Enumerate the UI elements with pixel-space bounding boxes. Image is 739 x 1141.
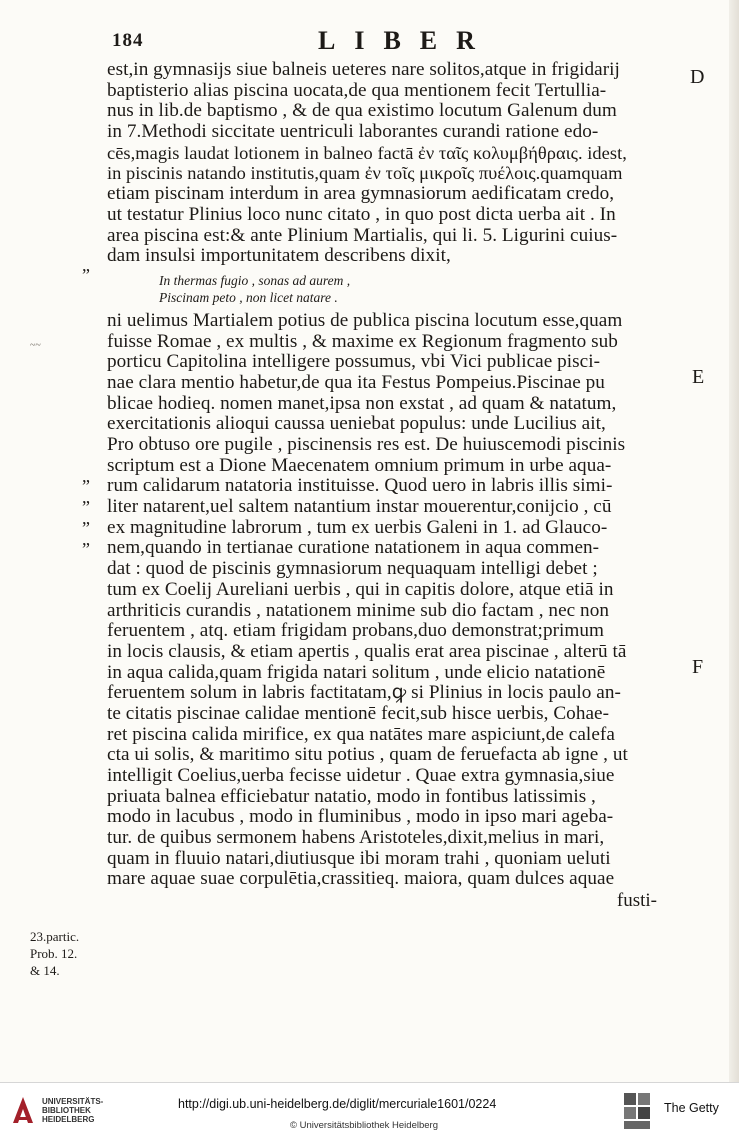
copyright-notice: © Universitätsbibliothek Heidelberg bbox=[290, 1120, 438, 1131]
text-line: dam insulsi importunitatem describens dixit, bbox=[107, 246, 451, 267]
text-line: feruentem solum in labris factitatam,ꝙ si Plinius in locis paulo an- bbox=[107, 683, 621, 704]
page-edge-shadow bbox=[729, 0, 739, 1082]
text-line: ni uelimus Martialem potius de publica piscina locutum esse,quam bbox=[107, 310, 623, 331]
text-line: tum ex Coelij Aureliani uerbis , qui in capitis dolore, atque etiā in bbox=[107, 579, 614, 600]
text-line: ex magnitudine labrorum , tum ex uerbis Galeni in 1. ad Glauco- bbox=[107, 517, 608, 538]
verse-line: Piscinam peto , non licet natare . bbox=[159, 289, 338, 305]
quote-mark: ” bbox=[82, 518, 90, 538]
text-line: in locis clausis, & etiam apertis , qualis erat area piscinae , alterū tā bbox=[107, 641, 627, 662]
institution-line: UNIVERSITÄTS- bbox=[42, 1097, 104, 1106]
text-line: priuata balnea efficiebatur natatio, modo in fontibus latissimis , bbox=[107, 786, 596, 807]
text-line: etiam piscinam interdum in area gymnasiorum aedificatam credo, bbox=[107, 184, 615, 205]
verse-line: In thermas fugio , sonas ad aurem , bbox=[159, 272, 351, 288]
text-line: in 7.Methodi siccitate uentriculi laborantes curandi ratione edo- bbox=[107, 122, 599, 143]
quote-mark: ” bbox=[82, 539, 90, 559]
main-text bbox=[107, 60, 687, 912]
catchword: fusti- bbox=[616, 890, 657, 912]
text-line: exercitationis alioqui caussa ueniebat populus: unde Lucilius ait, bbox=[107, 414, 606, 435]
quote-mark: ” bbox=[82, 497, 90, 517]
text-line: fuisse Romae , ex multis , & maxime ex Regionum fragmento sub bbox=[107, 331, 618, 352]
university-library-logo-icon[interactable] bbox=[10, 1093, 36, 1127]
text-line: modo in lacubus , modo in fluminibus , modo in ipso mari ageba- bbox=[107, 807, 614, 828]
viewer-footer bbox=[0, 1082, 739, 1141]
text-line: rum calidarum natatoria instituisse. Quod uero in labris illis simi- bbox=[107, 476, 613, 497]
text-line: liter natarent,uel saltem natantium instar mouerentur,conijcio , cū bbox=[107, 497, 612, 518]
text-line: ut testatur Plinius loco nunc citato , in quo post dicta uerba ait . In bbox=[107, 204, 616, 225]
text-line: nus in lib.de baptismo , & de qua existimo locutum Galenum dum bbox=[107, 101, 617, 122]
marginal-note bbox=[30, 928, 79, 979]
text-line: nae clara mentio habetur,de qua ita Festus Pompeius.Piscinae pu bbox=[107, 372, 605, 393]
text-line: ret piscina calida mirifice, ex qua natātes mare aspiciunt,de calefa bbox=[107, 724, 615, 745]
text-line: dat : quod de piscinis gymnasiorum nequaquam intelligi debet ; bbox=[107, 559, 598, 580]
running-title: LIBER bbox=[318, 26, 494, 55]
text-line: nem,quando in tertianae curatione natationem in aqua commen- bbox=[107, 538, 600, 559]
margin-mark: ~~ bbox=[30, 340, 41, 351]
text-line: intelligit Coelius,uerba fecisse uidetur . Quae extra gymnasia,siue bbox=[107, 766, 615, 786]
text-line: area piscina est:& ante Plinium Martialis, qui li. 5. Ligurini cuius- bbox=[107, 225, 618, 246]
text-line: tur. de quibus sermonem habens Aristoteles,dixit,melius in mari, bbox=[107, 828, 605, 849]
text-line: est,in gymnasijs siue balneis ueteres nare solitos,atque in frigidarij bbox=[107, 60, 620, 80]
margin-letter-e: E bbox=[692, 366, 705, 388]
text-line: in aqua calida,quam frigida natari solitum , unde elicio natationē bbox=[107, 662, 606, 683]
quote-mark: ” bbox=[82, 476, 90, 496]
margin-letter-d: D bbox=[690, 66, 705, 88]
text-line: scriptum est a Dione Maecenatem omnium primum in urbe aqua- bbox=[107, 455, 612, 476]
catchword-row bbox=[107, 890, 687, 912]
marginal-note-line: Prob. 12. bbox=[30, 946, 78, 961]
university-library-name[interactable] bbox=[42, 1097, 103, 1124]
text-line: mare aquae suae corpulētia,crassitieq. maiora, quam dulces aquae bbox=[107, 869, 615, 890]
text-line: blicae hodieq. nomen manet,ipsa non exstat , ad quam & natatum, bbox=[107, 393, 617, 414]
marginal-note-line: 23.partic. bbox=[30, 929, 80, 944]
text-line: quam in fluuio natari,diutiusque ibi moram trahi , quoniam ueluti bbox=[107, 848, 611, 869]
text-line: te citatis piscinae calidae mentionē fecit,sub hisce uerbis, Cohae- bbox=[107, 703, 610, 724]
page-number: 184 bbox=[112, 30, 144, 51]
text-line: cēs,magis laudat lotionem in balneo factā ἐν ταῖς κολυμβήθραις. idest, bbox=[107, 142, 627, 163]
getty-name[interactable]: The Getty bbox=[664, 1101, 719, 1115]
text-line: in piscinis natando institutis,quam ἐν τοῖς μικροῖς πυέλοις.quamquam bbox=[107, 163, 623, 184]
getty-logo-icon[interactable] bbox=[622, 1091, 652, 1131]
text-line: baptisterio alias piscina uocata,de qua mentionem fecit Tertullia- bbox=[107, 80, 607, 101]
margin-letter-f: F bbox=[692, 656, 704, 678]
text-line: arthriticis curandis , natationem minime sub dio factam , nec non bbox=[107, 600, 609, 621]
text-line: porticu Capitolina intelligere possumus, vbi Vici publicae pisci- bbox=[107, 352, 601, 373]
permalink-url[interactable]: http://digi.ub.uni-heidelberg.de/diglit/mercuriale1601/0224 bbox=[178, 1097, 497, 1111]
marginal-note-line: & 14. bbox=[30, 963, 60, 978]
quote-mark: ” bbox=[82, 265, 90, 285]
text-line: Pro obtuso ore pugile , piscinensis res est. De huiuscemodi piscinis bbox=[107, 435, 626, 455]
text-line: feruentem , atq. etiam frigidam probans,duo demonstrat;primum bbox=[107, 621, 604, 642]
institution-line: BIBLIOTHEK bbox=[42, 1106, 91, 1115]
page-header bbox=[108, 28, 668, 58]
institution-line: HEIDELBERG bbox=[42, 1115, 95, 1124]
text-line: cta ui solis, & maritimo situ potius , quam de feruefacta ab igne , ut bbox=[107, 745, 628, 766]
